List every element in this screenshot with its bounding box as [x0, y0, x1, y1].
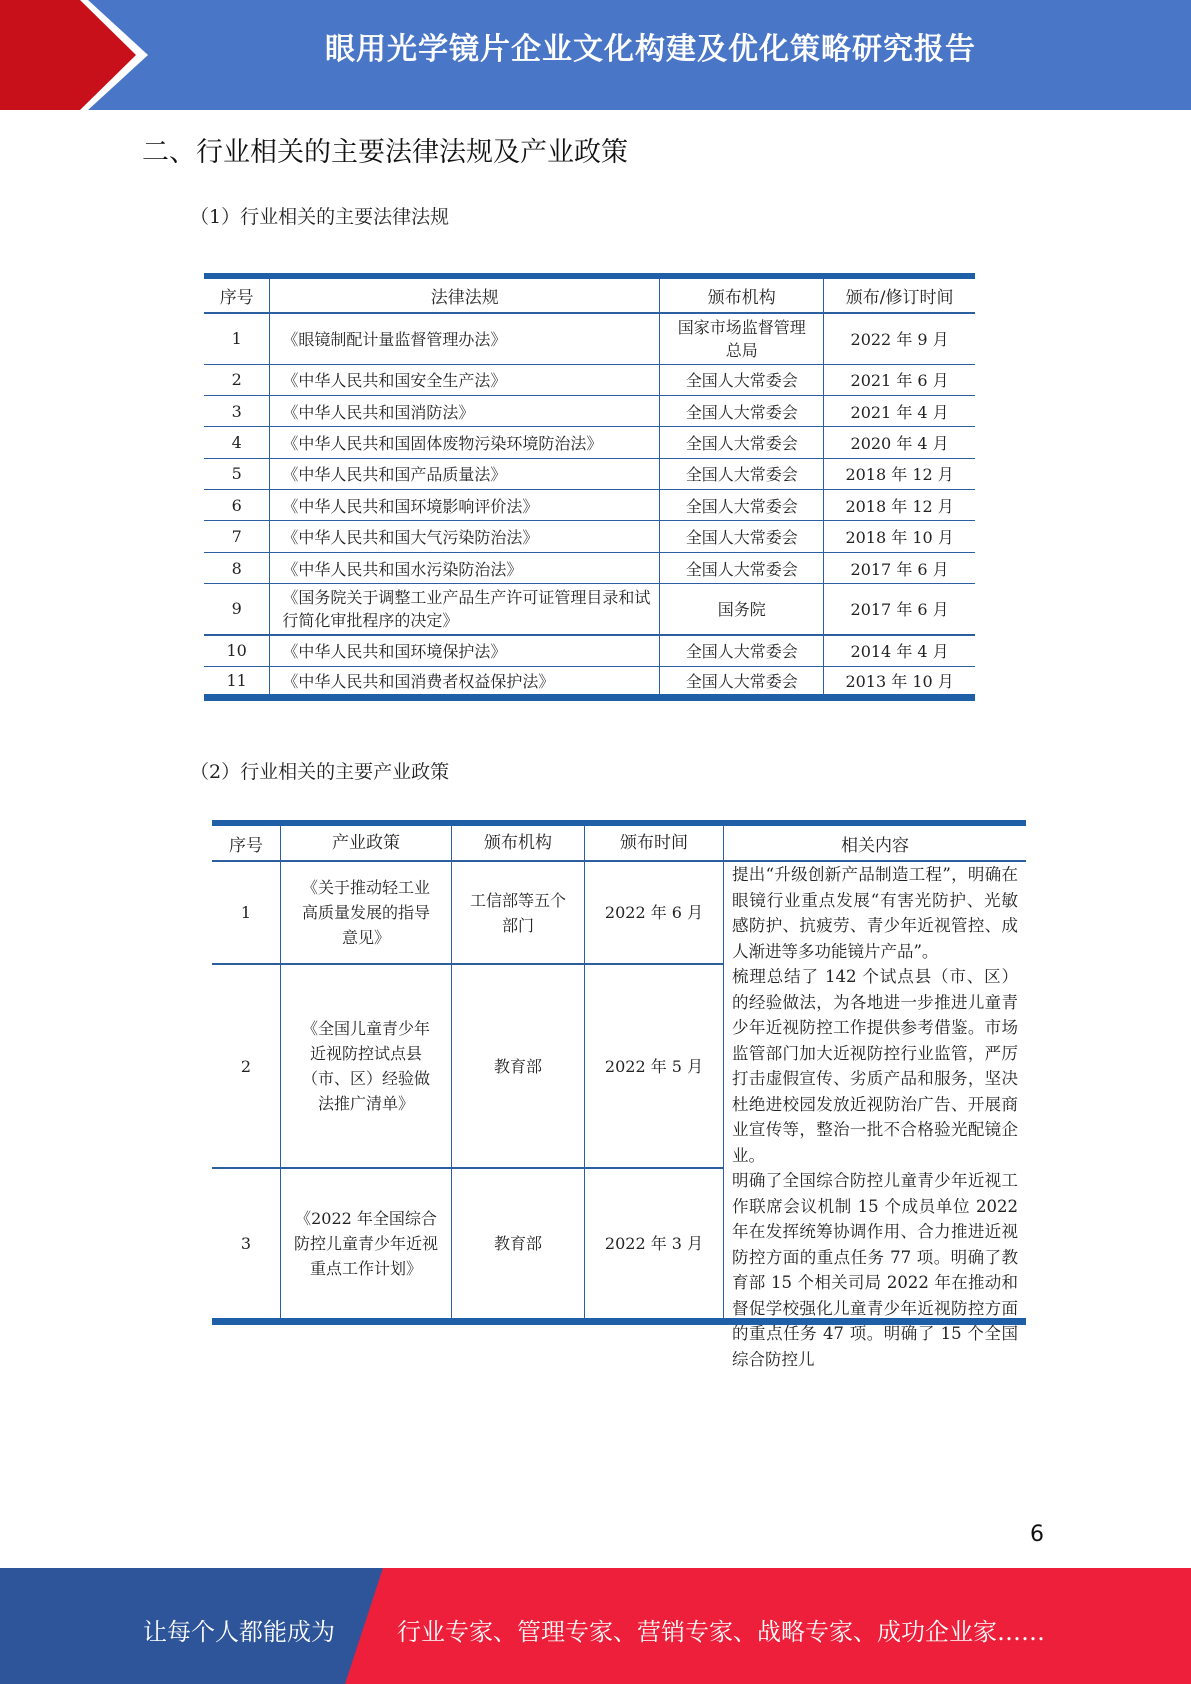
- table-row: [204, 395, 975, 426]
- row-policy: 《2022 年全国综合防控儿童青少年近视重点工作计划》: [281, 1168, 452, 1322]
- row-date: 2013 年 10 月: [824, 666, 975, 697]
- header-date: 颁布/修订时间: [824, 276, 975, 313]
- row-org: 国家市场监督管理总局: [660, 313, 824, 364]
- row-no: 11: [204, 666, 270, 697]
- row-date: 2018 年 12 月: [824, 458, 975, 489]
- row-date: 2017 年 6 月: [824, 584, 975, 635]
- row-no: 8: [204, 552, 270, 583]
- row-law: 《中华人民共和国大气污染防治法》: [270, 521, 660, 552]
- row-date: 2020 年 4 月: [824, 427, 975, 458]
- row-law: 《中华人民共和国产品质量法》: [270, 458, 660, 489]
- table-row: [204, 584, 975, 635]
- row-date: 2021 年 6 月: [824, 364, 975, 395]
- row-no: 7: [204, 521, 270, 552]
- laws-subheading: （1）行业相关的主要法律法规: [190, 206, 450, 228]
- footer-slogan: 让每个人都能成为: [143, 1618, 335, 1646]
- header-law: 法律法规: [270, 276, 660, 313]
- row-date: 2022 年 5 月: [585, 964, 724, 1168]
- header-org: 颁布机构: [660, 276, 824, 313]
- row-no: 6: [204, 490, 270, 521]
- row-no: 3: [204, 395, 270, 426]
- table-row: [204, 427, 975, 458]
- row-org: 全国人大常委会: [660, 427, 824, 458]
- table-row: [204, 666, 975, 697]
- row-org: 全国人大常委会: [660, 395, 824, 426]
- row-date: 2017 年 6 月: [824, 552, 975, 583]
- row-law: 《中华人民共和国水污染防治法》: [270, 552, 660, 583]
- table-row: [212, 964, 1026, 1168]
- row-content: [724, 1168, 1027, 1369]
- table-row: [204, 313, 975, 364]
- row-org: 国务院: [660, 584, 824, 635]
- table-row: [204, 364, 975, 395]
- report-title: 眼用光学镜片企业文化构建及优化策略研究报告: [325, 32, 976, 67]
- row-content-text: 明确了全国综合防控儿童青少年近视工作联席会议机制 15 个成员单位 2022 年在发挥统筹协调作用、合力推进近视防控方面的重点任务 77 项。明确了教育部 15 个相关司局 2022 年在推动和督促学校强化儿童青少年近视防控方面的重点任务 47 项。明确了 15 个全国综合防控儿: [732, 1171, 1018, 1369]
- row-law: 《中华人民共和国消防法》: [270, 395, 660, 426]
- row-law: 《中华人民共和国固体废物污染环境防治法》: [270, 427, 660, 458]
- page-header: [0, 0, 1191, 110]
- row-no: 9: [204, 584, 270, 635]
- row-date: 2014 年 4 月: [824, 635, 975, 666]
- table-row: [204, 635, 975, 666]
- row-no: 4: [204, 427, 270, 458]
- row-policy: 《全国儿童青少年近视防控试点县（市、区）经验做法推广清单》: [281, 964, 452, 1168]
- row-policy: 《关于推动轻工业高质量发展的指导意见》: [281, 861, 452, 964]
- policies-table-header: [212, 823, 1026, 861]
- table-row: [204, 552, 975, 583]
- row-org: 全国人大常委会: [660, 521, 824, 552]
- row-no: 10: [204, 635, 270, 666]
- row-content: 梳理总结了 142 个试点县（市、区）的经验做法，为各地进一步推进儿童青少年近视防控工作提供参考借鉴。市场监管部门加大近视防控行业监管，严厉打击虚假宣传、劣质产品和服务，坚决杜绝进校园发放近视防治广告、开展商业宣传等，整治一批不合格验光配镜企业。: [724, 964, 1027, 1168]
- row-org: 工信部等五个部门: [452, 861, 585, 964]
- table-row: [212, 861, 1026, 964]
- row-no: 2: [212, 964, 281, 1168]
- row-org: 教育部: [452, 964, 585, 1168]
- header-no: 序号: [212, 823, 281, 861]
- header-red-arrow: [0, 0, 136, 110]
- row-org: 全国人大常委会: [660, 364, 824, 395]
- laws-table: [204, 273, 975, 701]
- policies-subheading: （2）行业相关的主要产业政策: [190, 761, 450, 783]
- row-law: 《中华人民共和国安全生产法》: [270, 364, 660, 395]
- row-no: 2: [204, 364, 270, 395]
- table-row: [204, 458, 975, 489]
- row-law: 《中华人民共和国消费者权益保护法》: [270, 666, 660, 697]
- table-row: [212, 1168, 1026, 1322]
- row-law: 《国务院关于调整工业产品生产许可证管理目录和试行简化审批程序的决定》: [270, 584, 660, 635]
- row-org: 全国人大常委会: [660, 666, 824, 697]
- header-no: 序号: [204, 276, 270, 313]
- row-date: 2021 年 4 月: [824, 395, 975, 426]
- header-content: 相关内容: [724, 823, 1027, 861]
- row-no: 5: [204, 458, 270, 489]
- row-date: 2022 年 6 月: [585, 861, 724, 964]
- header-org: 颁布机构: [452, 823, 585, 861]
- row-law: 《眼镜制配计量监督管理办法》: [270, 313, 660, 364]
- row-law: 《中华人民共和国环境保护法》: [270, 635, 660, 666]
- row-org: 全国人大常委会: [660, 490, 824, 521]
- laws-table-header: [204, 276, 975, 313]
- section-heading: 二、行业相关的主要法律法规及产业政策: [142, 137, 628, 168]
- row-org: 教育部: [452, 1168, 585, 1322]
- header-policy: 产业政策: [281, 823, 452, 861]
- page-number: 6: [1030, 1522, 1044, 1547]
- table-row: [204, 490, 975, 521]
- policies-table: [212, 820, 1026, 1369]
- row-law: 《中华人民共和国环境影响评价法》: [270, 490, 660, 521]
- row-no: 1: [204, 313, 270, 364]
- row-date: 2022 年 9 月: [824, 313, 975, 364]
- row-content: 提出“升级创新产品制造工程”，明确在眼镜行业重点发展“有害光防护、光敏感防护、抗疲劳、青少年近视管控、成人渐进等多功能镜片产品”。: [724, 861, 1027, 964]
- row-no: 1: [212, 861, 281, 964]
- row-date: 2018 年 12 月: [824, 490, 975, 521]
- row-org: 全国人大常委会: [660, 458, 824, 489]
- page-footer: [0, 1568, 1191, 1684]
- footer-tagline: 行业专家、管理专家、营销专家、战略专家、成功企业家……: [397, 1618, 1045, 1646]
- row-org: 全国人大常委会: [660, 635, 824, 666]
- row-date: 2022 年 3 月: [585, 1168, 724, 1322]
- row-date: 2018 年 10 月: [824, 521, 975, 552]
- row-org: 全国人大常委会: [660, 552, 824, 583]
- table-row: [204, 521, 975, 552]
- header-date: 颁布时间: [585, 823, 724, 861]
- row-no: 3: [212, 1168, 281, 1322]
